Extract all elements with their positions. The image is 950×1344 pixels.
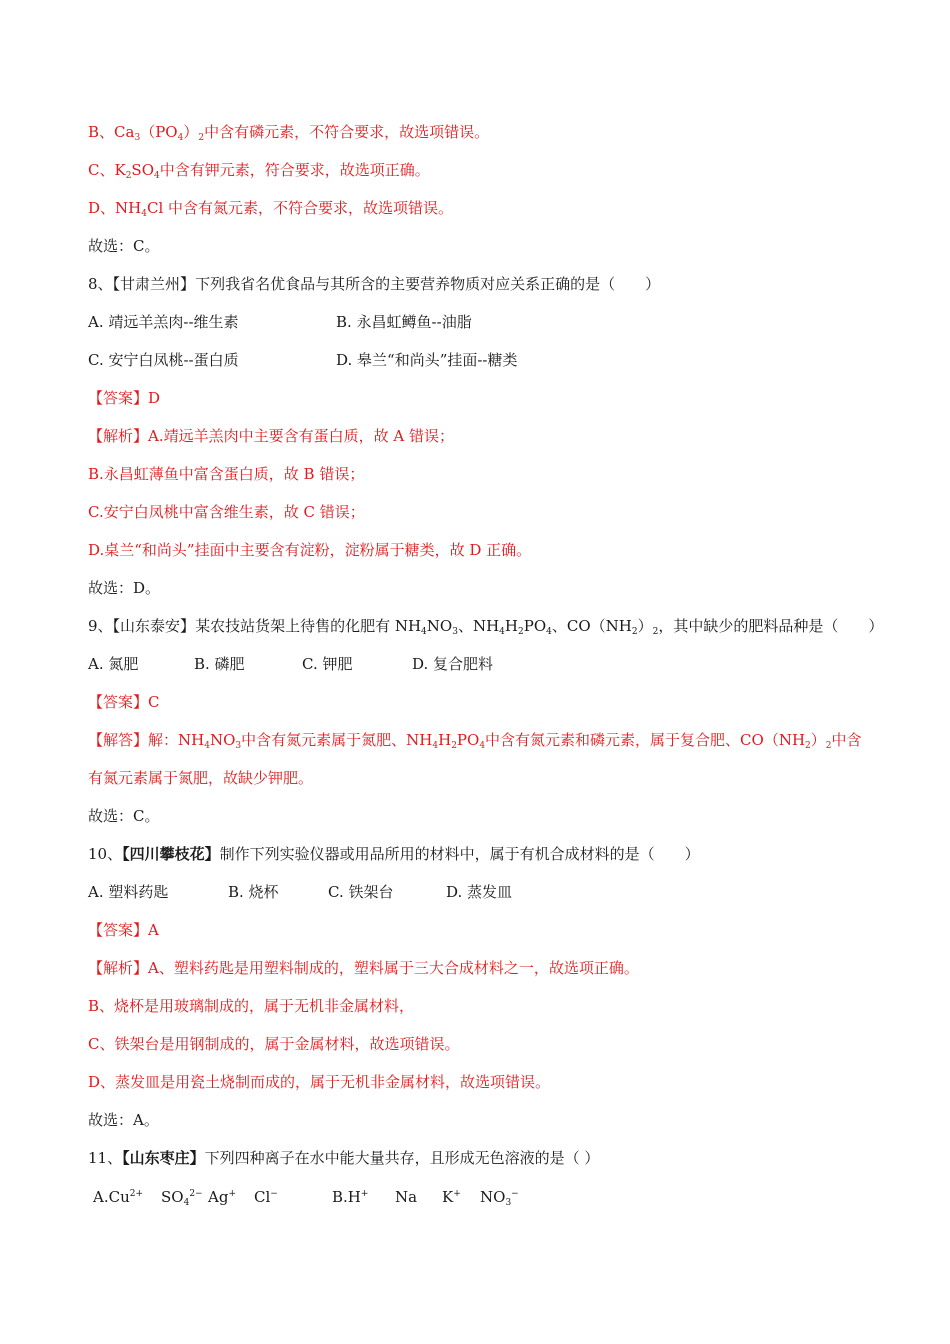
- q10-conclusion: 故选：A。: [88, 1111, 159, 1129]
- q9-option-d: D. 复合肥料: [412, 655, 494, 673]
- q11-question: 11、【山东枣庄】下列四种离子在水中能大量共存，且形成无色溶液的是（ ）: [88, 1149, 600, 1167]
- q11-option-a-cl: Cl−: [254, 1188, 278, 1206]
- q8-option-d: D. 皋兰“和尚头”挂面--糖类: [336, 351, 518, 369]
- q11-option-b-na: Na: [395, 1188, 418, 1206]
- q7-conclusion: 故选：C。: [88, 237, 160, 255]
- q8-analysis-a: 【解析】A.靖远羊羔肉中主要含有蛋白质，故 A 错误；: [88, 427, 454, 445]
- q8-question: 8、【甘肃兰州】下列我省名优食品与其所含的主要营养物质对应关系正确的是（ ）: [88, 275, 661, 293]
- q8-conclusion: 故选：D。: [88, 579, 161, 597]
- q10-analysis-a: 【解析】A、塑料药匙是用塑料制成的，塑料属于三大合成材料之一，故选项正确。: [88, 959, 639, 977]
- q10-answer: 【答案】A: [88, 921, 159, 939]
- q11-option-b-no3: $NO_3^-$: [480, 1188, 519, 1208]
- q10-option-a: A. 塑料药匙: [88, 883, 169, 901]
- q9-option-c: C. 钾肥: [302, 655, 353, 673]
- q8-option-b: B. 永昌虹鳟鱼--油脂: [336, 313, 472, 331]
- q11-option-b-k: K+: [442, 1188, 461, 1206]
- q10-analysis-c: C、铁架台是用钢制成的，属于金属材料，故选项错误。: [88, 1035, 460, 1053]
- q9-solution-line-1: 【解答】解：$NH_4NO_3$中含有氮元素属于氮肥、$NH_4H_2PO_4$中含有氮元素和磷元素，属于复合肥、$CO(NH_2)_2$中含: [88, 731, 862, 751]
- q7-option-d-explanation: D、$NH_4Cl$ 中含有氮元素，不符合要求，故选项错误。: [88, 199, 454, 219]
- q10-question: 10、【四川攀枝花】制作下列实验仪器或用品所用的材料中，属于有机合成材料的是（ ）: [88, 845, 700, 863]
- q10-option-c: C. 铁架台: [328, 883, 394, 901]
- q10-option-b: B. 烧杯: [228, 883, 279, 901]
- q9-option-a: A. 氮肥: [88, 655, 139, 673]
- q11-option-a-so4: $SO_4^{2-}$: [161, 1188, 203, 1208]
- q11-option-b-h: B.H+: [332, 1188, 369, 1206]
- q10-analysis-d: D、蒸发皿是用瓷土烧制而成的，属于无机非金属材料，故选项错误。: [88, 1073, 551, 1091]
- q7-option-b-explanation: B、$Ca_3(PO_4)_2$中含有磷元素，不符合要求，故选项错误。: [88, 123, 490, 143]
- q8-option-a: A. 靖远羊羔肉--维生素: [88, 313, 239, 331]
- q9-conclusion: 故选：C。: [88, 807, 160, 825]
- q11-option-a-cu: $A.Cu^{2+}$: [93, 1188, 144, 1206]
- q8-analysis-c: C.安宁白凤桃中富含维生素，故 C 错误；: [88, 503, 365, 521]
- q7-option-c-explanation: C、$K_2SO_4$中含有钾元素，符合要求，故选项正确。: [88, 161, 430, 181]
- q10-option-d: D. 蒸发皿: [446, 883, 513, 901]
- q8-analysis-b: B.永昌虹薄鱼中富含蛋白质，故 B 错误；: [88, 465, 365, 483]
- q9-answer: 【答案】C: [88, 693, 160, 711]
- q9-question: 9、【山东泰安】某农技站货架上待售的化肥有 $NH_4NO_3$、$NH_4H_2PO_4$、$CO(NH_2)_2$，其中缺少的肥料品种是（ ）: [88, 617, 884, 637]
- q9-solution-line-2: 有氮元素属于氮肥，故缺少钾肥。: [88, 769, 314, 787]
- q9-option-b: B. 磷肥: [194, 655, 245, 673]
- q11-option-a-ag: Ag+: [208, 1188, 236, 1206]
- q8-analysis-d: D.桌兰“和尚头”挂面中主要含有淀粉，淀粉属于糖类，故 D 正确。: [88, 541, 532, 559]
- q10-analysis-b: B、烧杯是用玻璃制成的，属于无机非金属材料，: [88, 997, 415, 1015]
- q8-answer: 【答案】D: [88, 389, 161, 407]
- q8-option-c: C. 安宁白凤桃--蛋白质: [88, 351, 239, 369]
